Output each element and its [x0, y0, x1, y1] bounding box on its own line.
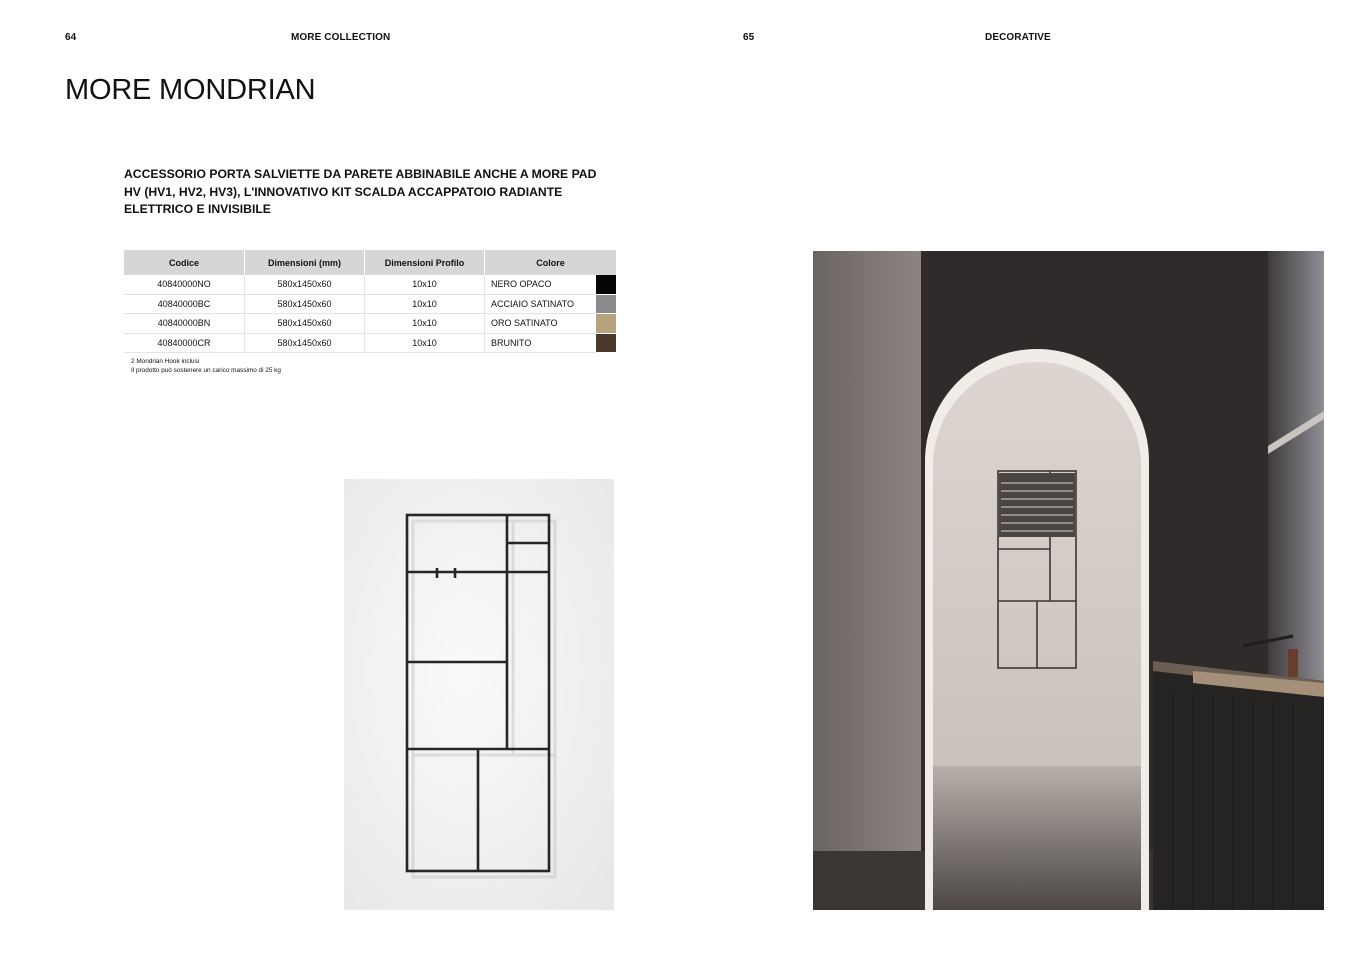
cell-dimensions: 580x1450x60 [245, 333, 365, 353]
table-row [124, 294, 616, 314]
cell-code: 40840000BN [124, 314, 245, 334]
color-swatch [596, 275, 616, 294]
header-profile: Dimensioni Profilo [365, 250, 485, 275]
table-row [124, 275, 616, 294]
cell-profile: 10x10 [365, 294, 485, 314]
header-dimensions: Dimensioni (mm) [245, 250, 365, 275]
product-photo [344, 479, 614, 910]
color-swatch [596, 314, 616, 334]
left-page-number: 64 [65, 32, 77, 43]
cell-profile: 10x10 [365, 314, 485, 334]
color-swatch [596, 333, 616, 353]
right-page-number: 65 [743, 32, 755, 43]
cell-code: 40840000BC [124, 294, 245, 314]
cell-dimensions: 580x1450x60 [245, 275, 365, 294]
note-max-load: Il prodotto può sostenere un carico massimo di 25 kg [131, 366, 281, 374]
color-swatch [596, 294, 616, 314]
cell-dimensions: 580x1450x60 [245, 294, 365, 314]
table-row [124, 314, 616, 334]
cell-profile: 10x10 [365, 333, 485, 353]
table-row [124, 333, 616, 353]
cell-profile: 10x10 [365, 275, 485, 294]
product-title: MORE MONDRIAN [65, 74, 316, 106]
cell-color-name: NERO OPACO [485, 275, 597, 294]
table-header-row [124, 250, 616, 275]
left-section-title: MORE COLLECTION [291, 32, 391, 43]
right-section-title: DECORATIVE [985, 32, 1051, 43]
cell-color-name: ACCIAIO SATINATO [485, 294, 597, 314]
cell-color-name: ORO SATINATO [485, 314, 597, 334]
cell-code: 40840000NO [124, 275, 245, 294]
cell-dimensions: 580x1450x60 [245, 314, 365, 334]
towel-rack-illustration [344, 479, 614, 910]
note-hooks: 2 Mondrian Hook inclusi [131, 358, 200, 365]
product-spec-table [124, 250, 616, 353]
product-notes [131, 358, 281, 375]
bathroom-scene-illustration [813, 251, 1324, 910]
header-color: Colore [485, 250, 617, 275]
header-code: Codice [124, 250, 245, 275]
product-description: ACCESSORIO PORTA SALVIETTE DA PARETE ABBINABILE ANCHE A MORE PAD HV (HV1, HV2, HV3), L'INNOVATIVO KIT SCALDA ACCAPPATOIO RADIANTE ELETTRICO E INVISIBILE [124, 167, 597, 216]
cell-code: 40840000CR [124, 333, 245, 353]
cell-color-name: BRUNITO [485, 333, 597, 353]
interior-photo [813, 251, 1324, 910]
